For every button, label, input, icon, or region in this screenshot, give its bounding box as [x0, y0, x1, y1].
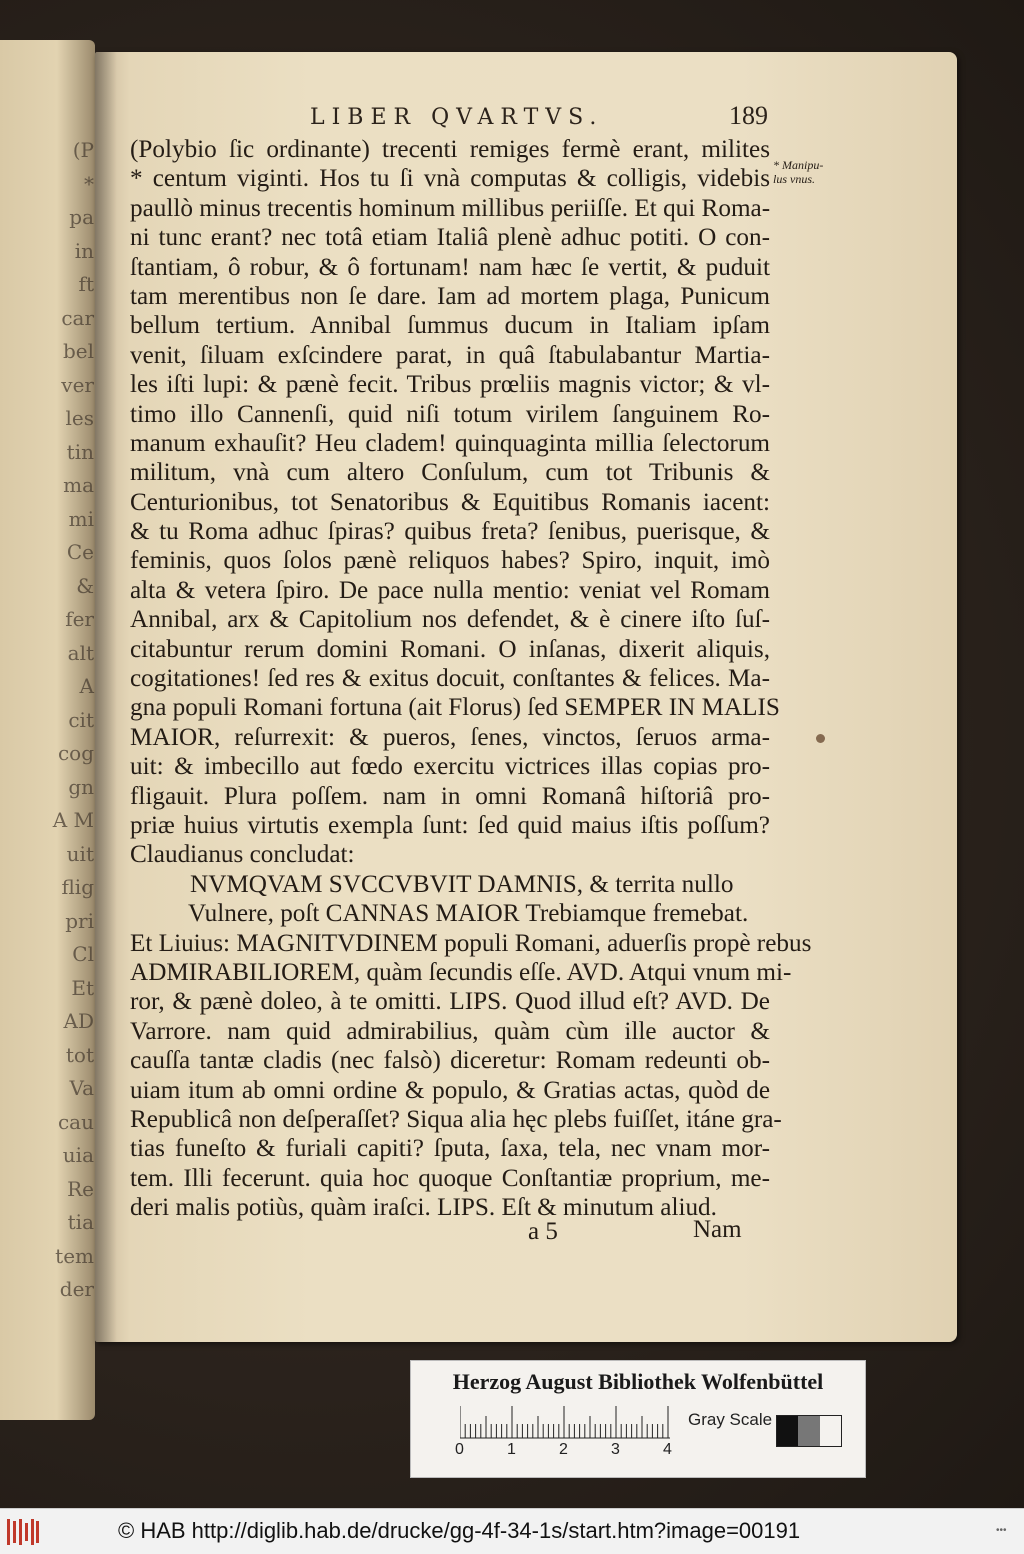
catchword: Nam: [693, 1216, 742, 1243]
footer-permalink[interactable]: © HAB http://diglib.hab.de/drucke/gg-4f-34-1s/start.htm?image=00191: [118, 1518, 801, 1543]
left-page-fragment: Va: [69, 1076, 94, 1100]
left-page-fragment: der: [59, 1277, 94, 1301]
left-page-fragment: A M: [52, 808, 94, 832]
text-line: venit, ſiluam exſcindere parat, in quâ ſtabulabantur Martia-: [130, 341, 770, 369]
ink-spot: [816, 734, 825, 743]
text-line: & tu Roma adhuc ſpiras? quibus freta? ſenibus, puerisque, &: [130, 518, 770, 546]
left-page-fragment: tem: [55, 1243, 94, 1268]
ruler-number: 4: [663, 1441, 672, 1458]
text-line: Et Liuius: MAGNITVDINEM populi Romani, aduerſis propè rebus: [130, 929, 812, 957]
left-page-fragment: uit: [66, 841, 94, 866]
left-page-fragment: Cl: [72, 942, 94, 966]
text-line: ror, & pænè doleo, à te omitti. LIPS. Quod illud eſt? AVD. De: [130, 988, 770, 1016]
text-line: ADMIRABILIOREM, quàm ſecundis eſſe. AVD. Atqui vnum mi-: [130, 958, 792, 986]
gray-scale-swatch: [776, 1415, 842, 1447]
ruler-number: 2: [559, 1441, 568, 1458]
hab-logo-icon: [6, 1517, 40, 1547]
viewer-footer: [0, 1508, 1024, 1554]
left-page-fragment: fer: [65, 607, 94, 631]
text-line: cauſſa tantæ cladis (nec falsò) diceretur: Romam redeunti ob-: [130, 1047, 770, 1075]
left-page-fragment: in: [74, 238, 94, 263]
left-page-fragment: bel: [62, 339, 94, 363]
left-page-fragment: pri: [65, 908, 94, 933]
text-line: feminis, quos ſolos pænè reliquos habes? Spiro, inquit, imò: [130, 547, 770, 575]
left-page-fragment: AD: [63, 1009, 94, 1033]
ruler-numbers: [455, 1441, 685, 1461]
text-line: les iſti lupi: & pænè fecit. Tribus prœliis magnis victor; & vl-: [130, 371, 770, 399]
gray-swatch-cell: [777, 1416, 798, 1446]
left-page-fragment: mi: [68, 506, 94, 531]
left-page-fragment: les: [65, 406, 94, 430]
left-page-fragment: Ce: [66, 540, 94, 564]
text-line: MAIOR, reſurrexit: & pueros, ſenes, vinctos, ſeruos arma-: [130, 723, 770, 751]
text-line: deri malis potiùs, quàm iraſci. LIPS. Eſt & minutum aliud.: [130, 1194, 717, 1222]
left-page-fragment: alt: [67, 640, 94, 665]
more-options-icon[interactable]: •••: [996, 1525, 1007, 1536]
left-page-fragment: car: [61, 305, 94, 330]
text-line: Varrore. nam quid admirabilius, quàm cùm ille auctor &: [130, 1017, 770, 1045]
text-line: uit: & imbecillo aut fœdo exercitu victrices illas copias pro-: [130, 753, 770, 781]
text-line: Centurionibus, tot Senatoribus & Equitibus Romanis iacent:: [130, 488, 770, 516]
left-page-fragment: uia: [62, 1143, 94, 1167]
left-page-fragment: flig: [61, 875, 94, 899]
text-line: Annibal, arx & Capitolium nos defendet, & è cinere iſto ſuſ-: [130, 606, 770, 634]
scale-ruler: [460, 1404, 675, 1440]
text-line: Claudianus concludat:: [130, 841, 355, 869]
text-line: manum exhauſit? Heu cladem! quinquaginta millia ſelectorum: [130, 429, 770, 457]
text-line: citabuntur rerum domini Romani. O inſanas, dixerit aliquis,: [130, 635, 770, 663]
text-line: bellum tertium. Annibal ſummus ducum in Italiam ipſam: [130, 312, 770, 340]
left-page-edge: [0, 40, 95, 1420]
left-page-fragment: cit: [68, 707, 94, 732]
text-line: Republicâ non deſperaſſet? Siqua alia hęc plebs fuiſſet, itáne gra-: [130, 1105, 782, 1133]
left-page-fragment: (P: [72, 138, 94, 162]
ruler-number: 3: [611, 1441, 620, 1458]
gray-scale-label: Gray Scale: [688, 1410, 773, 1429]
text-line: NVMQVAM SVCCVBVIT DAMNIS, & territa nullo: [190, 870, 734, 898]
left-page-fragment: tot: [65, 1042, 94, 1067]
text-line: tam merentibus non ſe dare. Iam ad mortem plaga, Punicum: [130, 282, 770, 310]
left-page-fragment: ft: [78, 272, 94, 296]
text-line: (Polybio ſic ordinante) trecenti remiges fermè erant, milites: [130, 136, 770, 163]
text-line: uiam itum ab omni ordine & populo, & Gratias actas, quòd de: [130, 1076, 770, 1104]
text-line: ni tunc erant? nec totâ etiam Italiâ plenè adhuc potiti. O con-: [130, 224, 770, 252]
card-title: Herzog August Bibliothek Wolfenbüttel: [452, 1369, 824, 1394]
text-line: alta & vetera ſpiro. De pace nulla mentio: veniat vel Romam: [130, 576, 770, 604]
text-line: timo illo Cannenſi, quid niſi totum virilem ſanguinem Ro-: [130, 400, 770, 428]
left-page-fragment: ma: [63, 473, 94, 497]
page-gutter-shadow: [95, 52, 117, 1342]
text-line: tias funeſto & furiali capiti? ſputa, ſaxa, tela, nec vnam mor-: [130, 1135, 770, 1163]
text-line: * centum viginti. Hos tu ſi vnà computas & colligis, videbis: [130, 165, 770, 193]
text-line: tem. Illi fecerunt. quia hoc quoque Conſtantiæ proprium, me-: [130, 1164, 770, 1192]
running-title: LIBER QVARTVS.: [310, 105, 604, 130]
text-line: ſtantiam, ô robur, & ô fortunam! nam hæc ſe vertit, & puduit: [130, 253, 770, 281]
margin-note: * Manipu- lus vnus.: [773, 158, 824, 186]
signature-mark: a 5: [528, 1218, 558, 1245]
gray-swatch-cell: [820, 1416, 841, 1446]
text-line: fligauit. Plura poſſem. nam in omni Romanâ hiſtoriâ pro-: [130, 782, 770, 810]
text-line: militum, vnà cum altero Conſulum, cum tot Tribunis &: [130, 459, 770, 487]
left-page-fragment: tin: [66, 439, 94, 464]
left-page-fragment: pa: [69, 205, 94, 229]
left-page-fragment: ver: [61, 372, 94, 397]
ruler-number: 1: [507, 1441, 516, 1458]
left-page-fragment: Re: [67, 1176, 94, 1201]
text-line: gna populi Romani fortuna (ait Florus) ſed SEMPER IN MALIS: [130, 694, 780, 722]
left-page-fragment: &: [76, 573, 94, 598]
left-page-fragment: *: [84, 171, 94, 196]
left-page-fragment: tia: [67, 1210, 94, 1234]
gray-swatch-cell: [798, 1416, 819, 1446]
text-line: cogitationes! ſed res & exitus docuit, conſtantes & felices. Ma-: [130, 665, 770, 693]
text-line: priæ huius virtutis exempla ſunt: ſed quid maius iſtis poſſum?: [130, 811, 770, 839]
text-line: paullò minus trecentis hominum millibus periiſſe. Et qui Roma-: [130, 194, 771, 222]
page-number: 189: [729, 101, 768, 130]
left-page-fragment: cau: [57, 1109, 94, 1134]
text-line: Vulnere, poſt CANNAS MAIOR Trebiamque fremebat.: [188, 900, 749, 928]
left-page-fragment: gn: [68, 774, 94, 799]
left-page-fragment: A: [79, 674, 94, 698]
ruler-number: 0: [455, 1441, 464, 1458]
left-page-fragment: cog: [57, 741, 94, 765]
left-page-fragment: Et: [71, 975, 94, 1000]
